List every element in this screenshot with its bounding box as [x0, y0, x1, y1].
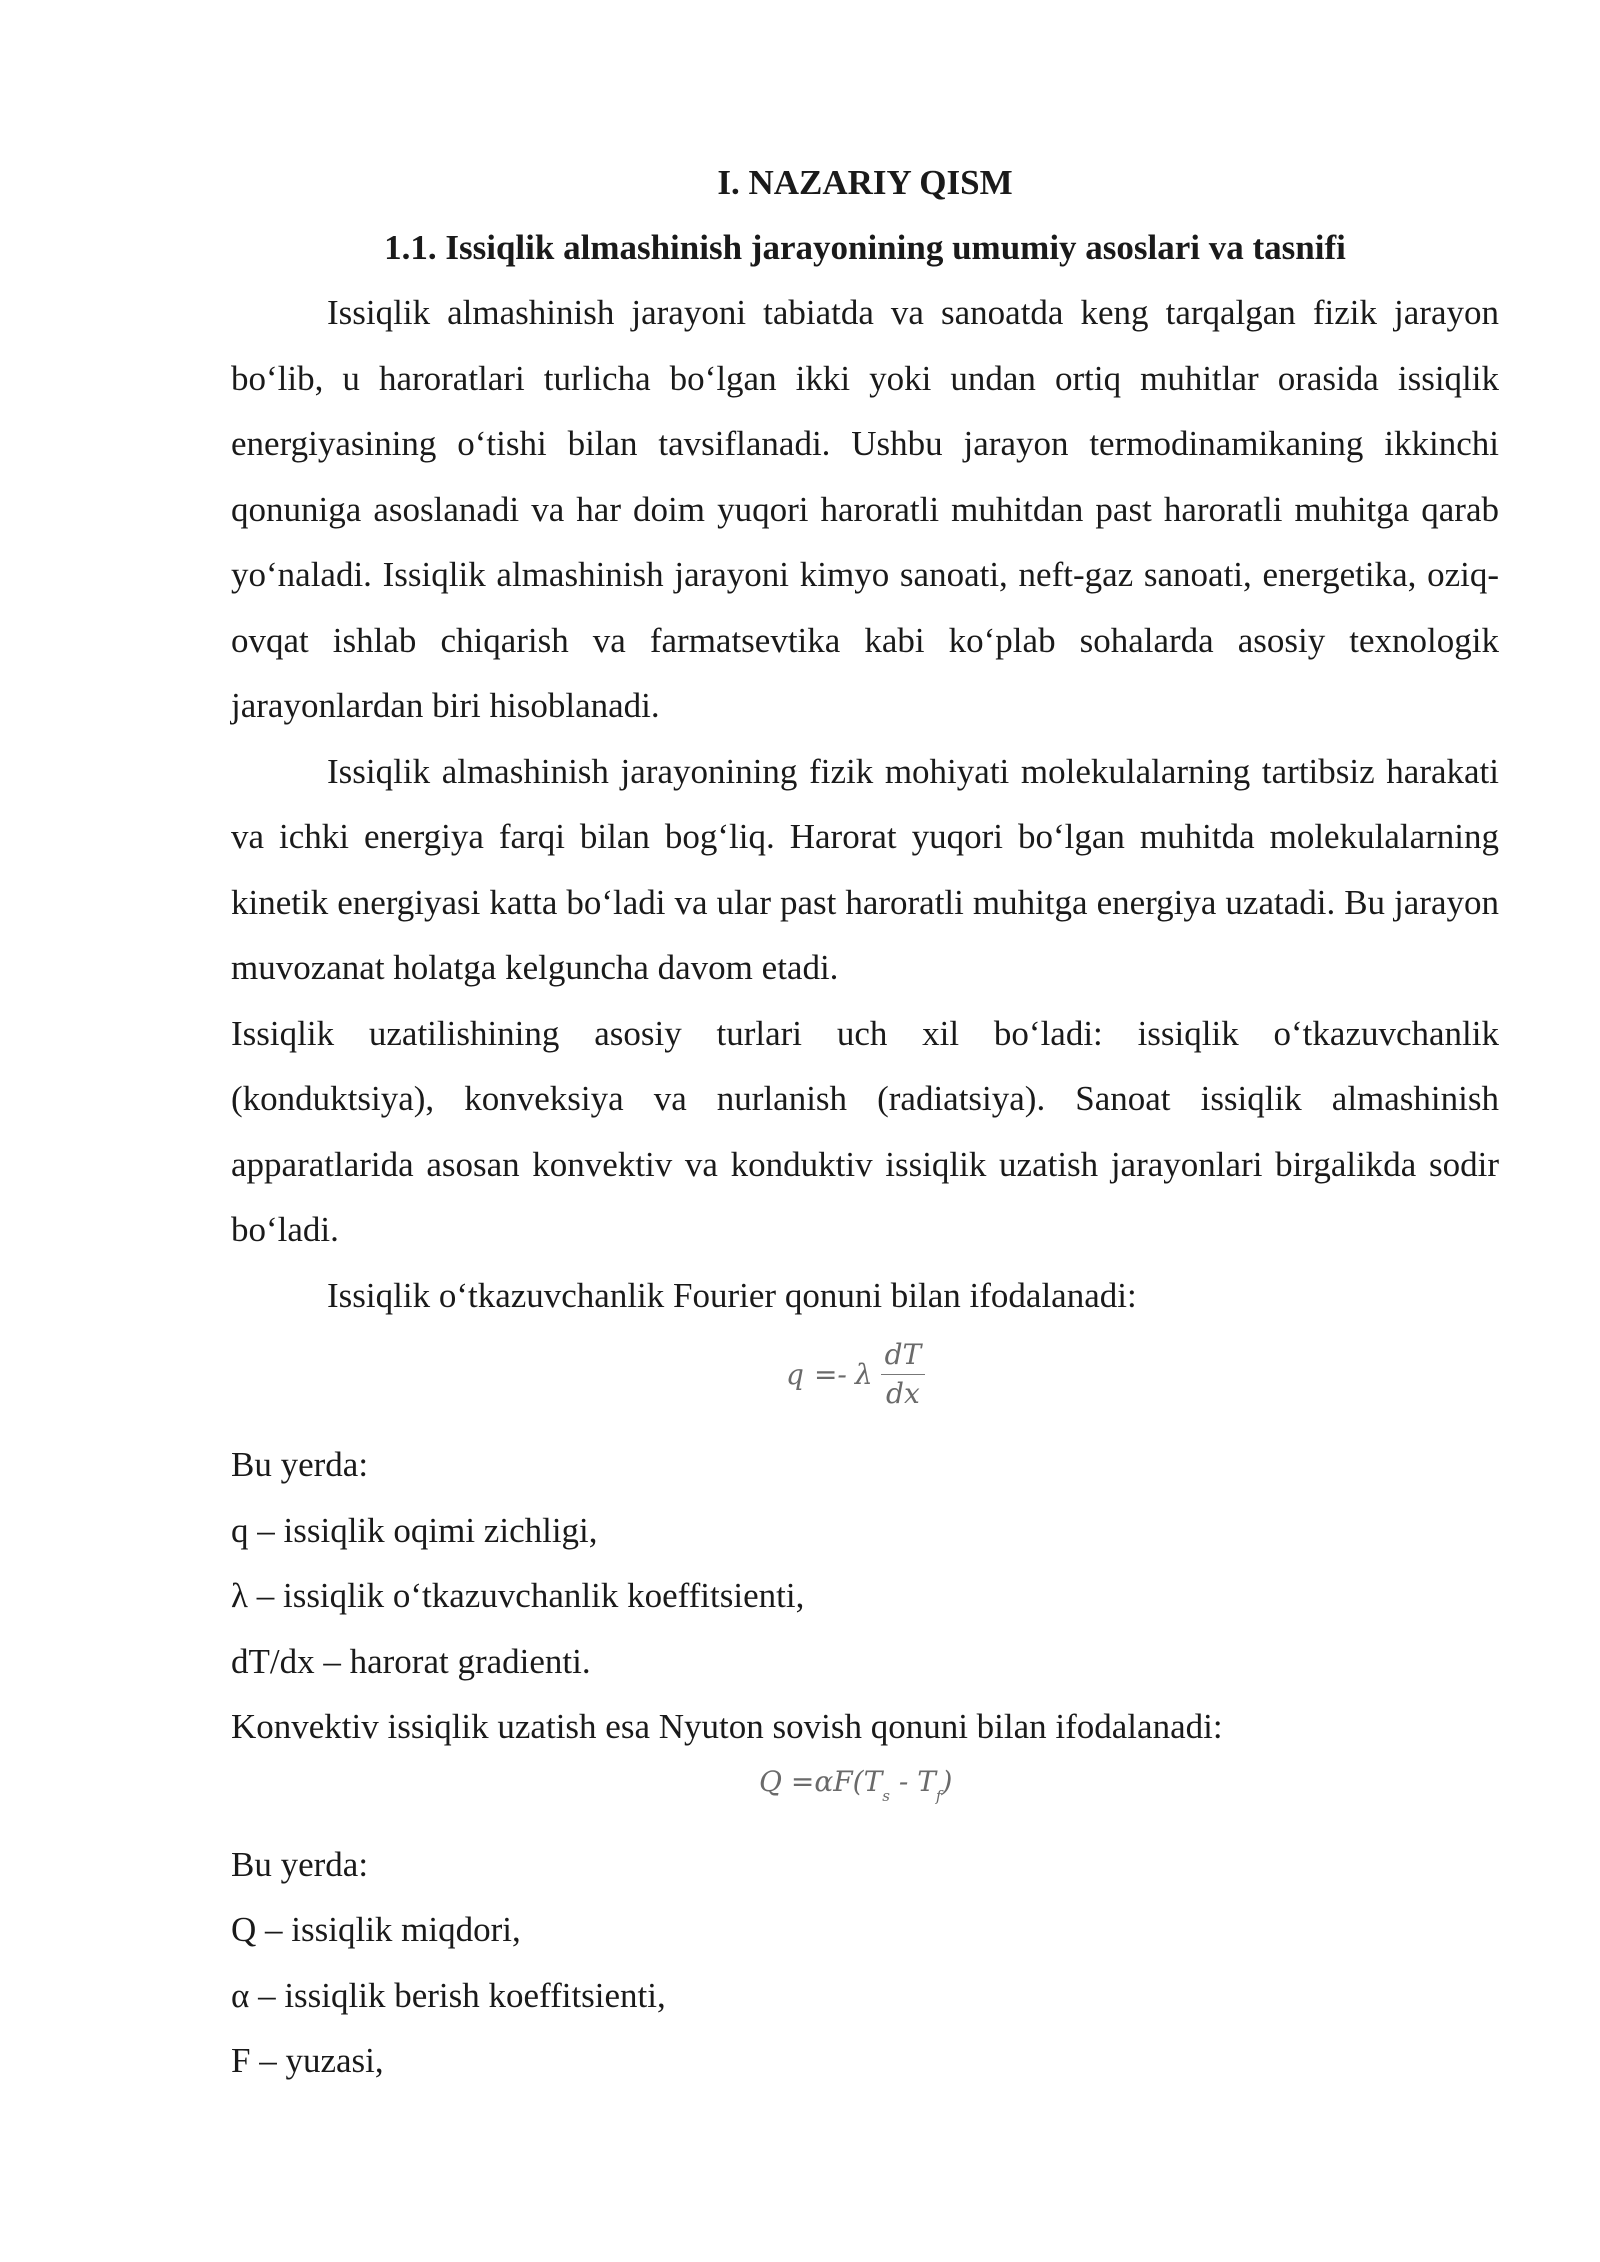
newton-formula — [231, 1760, 1499, 1832]
formula1-fraction — [881, 1338, 926, 1411]
where-intro-2: Bu yerda: — [231, 1844, 369, 1884]
paragraph-3: Issiqlik uzatilishining asosiy turlari uch xil bo‘ladi: issiqlik o‘tkazuvchanlik (konduktsiya), konveksiya va nurlanish (radiatsiya). Sanoat issiqlik almashinish apparatlarida asosan konvektiv va konduktiv issiqlik uzatish jarayonlari birgalikda sodir bo‘ladi. — [231, 1013, 1499, 1249]
formula1-lhs: q — [786, 1357, 804, 1391]
where2-item-F: F – yuzasi, — [231, 2041, 384, 2080]
convective-intro: Konvektiv issiqlik uzatish esa Nyuton sovish qonuni bilan ifodalanadi: — [231, 1707, 1223, 1746]
formula1-equals: =- — [813, 1357, 847, 1391]
paragraph-1: Issiqlik almashinish jarayoni tabiatda va sanoatda keng tarqalgan fizik jarayon bo‘lib, u haroratlari turlicha bo‘lgan ikki yoki undan ortiq muhitlar orasida issiqlik energiyasining o‘tishi bilan tavsiflanadi. Ushbu jarayon termodinamikaning ikkinchi qonuniga asoslanadi va har doim yuqori haroratli muhitdan past haroratli muhitga qarab yo‘naladi. Issiqlik almashinish jarayoni kimyo sanoati, neft-gaz sanoati, energetika, oziq-ovqat ishlab chiqarish va farmatsevtika kabi ko‘plab sohalarda asosiy texnologik jarayonlardan biri hisoblanadi. — [231, 293, 1499, 725]
where1-item-lambda: λ – issiqlik o‘tkazuvchanlik koeffitsienti, — [231, 1576, 805, 1615]
where1-item-gradient: dT/dx – harorat gradienti. — [231, 1641, 591, 1681]
formula2-left: Q =αF(T — [759, 1764, 883, 1798]
formula2-right: ) — [941, 1764, 953, 1798]
formula2-sub-f: f — [935, 1786, 942, 1805]
formula1-lambda: λ — [854, 1357, 873, 1391]
paragraph-4: Issiqlik o‘tkazuvchanlik Fourier qonuni bilan ifodalanadi: — [327, 1275, 1137, 1315]
paragraph-2: Issiqlik almashinish jarayonining fizik mohiyati molekulalarning tartibsiz harakati va ichki energiya farqi bilan bog‘liq. Harorat yuqori bo‘lgan muhitda molekulalarning kinetik energiyasi katta bo‘ladi va ular past haroratli muhitga energiya uzatadi. Bu jarayon muvozanat holatga kelguncha davom etadi. — [231, 751, 1499, 987]
where2-item-alpha: α – issiqlik berish koeffitsienti, — [231, 1975, 666, 2015]
page-title: I. NAZARIY QISM — [717, 163, 1013, 202]
formula2-mid: - T — [889, 1764, 936, 1798]
where1-item-q: q – issiqlik oqimi zichligi, — [231, 1510, 598, 1550]
page-content — [231, 150, 1499, 2094]
where-intro-1: Bu yerda: — [231, 1445, 369, 1484]
section-heading: 1.1. Issiqlik almashinish jarayonining umumiy asoslari va tasnifi — [384, 228, 1346, 267]
formula2-sub-s: s — [882, 1786, 890, 1805]
formula1-numerator: dT — [881, 1338, 926, 1375]
where2-item-Q: Q – issiqlik miqdori, — [231, 1910, 521, 1949]
fourier-formula — [231, 1332, 1499, 1432]
formula1-denominator: dx — [886, 1377, 920, 1410]
